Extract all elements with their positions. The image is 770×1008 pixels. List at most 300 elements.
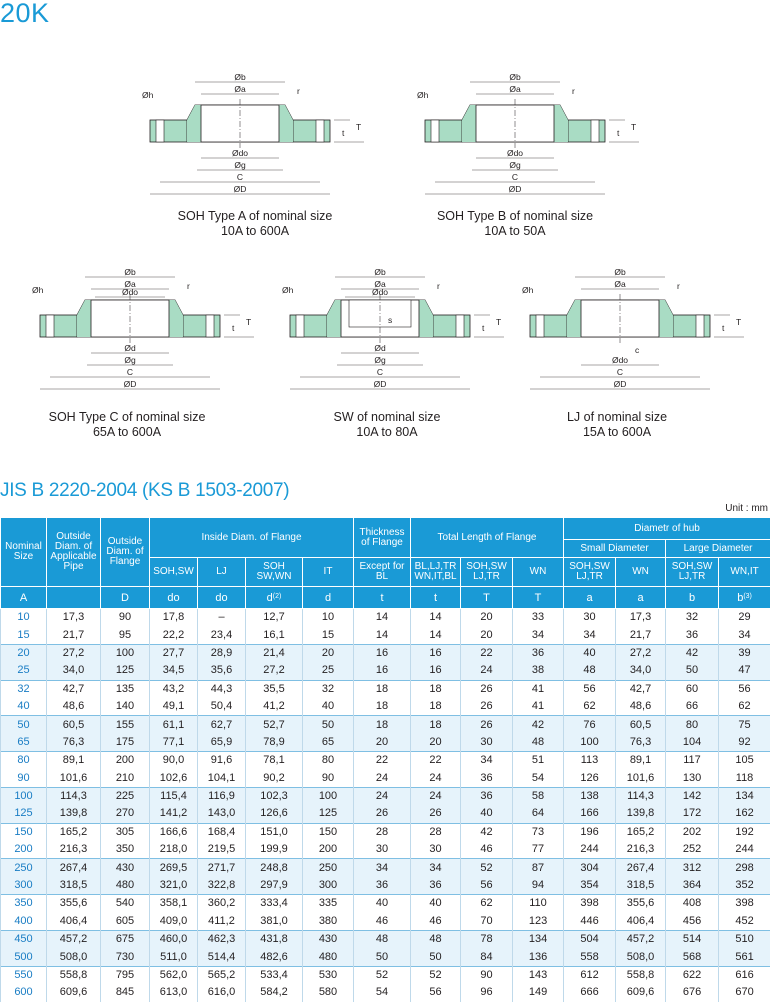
table-cell: 350: [101, 841, 150, 859]
header-small-diameter: Small Diameter: [564, 540, 666, 558]
table-cell: 15: [303, 626, 354, 644]
table-cell: 36: [461, 770, 513, 788]
table-cell: 480: [101, 877, 150, 895]
table-cell: 38: [513, 662, 564, 680]
header-bl-lj-tr: BL,LJ,TR WN,IT,BL: [411, 558, 461, 587]
table-cell: 29: [719, 609, 770, 627]
table-cell: 40: [354, 895, 411, 913]
hub-section-left: [77, 300, 91, 337]
flange-plate-right: [183, 315, 220, 337]
diagram-caption-soh-type-a: SOH Type A of nominal size 10A to 600A: [177, 209, 333, 238]
table-cell: 48: [564, 662, 616, 680]
label-c: C: [236, 172, 244, 182]
table-cell: 30: [354, 841, 411, 859]
table-cell: 113: [564, 752, 616, 770]
table-cell: 269,5: [150, 859, 198, 877]
label-t: t: [617, 128, 620, 138]
bolt-hole-left: [536, 315, 544, 337]
table-cell: 460,0: [150, 931, 198, 949]
table-cell: 34,5: [150, 662, 198, 680]
table-cell: 613,0: [150, 984, 198, 1001]
table-cell: 66: [666, 698, 719, 716]
nominal-size-cell: 32: [1, 680, 47, 698]
table-cell: 165,2: [47, 823, 101, 841]
label-od-small: Ød: [124, 343, 136, 353]
flange-plate-right: [433, 315, 470, 337]
label-ob: Øb: [509, 72, 521, 82]
symbol-cell: $d^{(2)}$: [246, 587, 303, 609]
table-cell: 24: [354, 787, 411, 805]
label-t: t: [722, 323, 725, 333]
nominal-size-cell: 15: [1, 626, 47, 644]
table-cell: 52: [411, 966, 461, 984]
table-cell: 135: [101, 680, 150, 698]
table-cell: 40: [303, 698, 354, 716]
table-cell: 49,1: [150, 698, 198, 716]
table-cell: 32: [303, 680, 354, 698]
table-row: [1, 966, 770, 984]
table-cell: 30: [411, 841, 461, 859]
table-cell: 139,8: [616, 805, 666, 823]
table-cell: 34,0: [616, 662, 666, 680]
label-T: T: [496, 317, 502, 327]
label-odo: Ødo: [611, 355, 629, 365]
hub-section-left: [567, 300, 581, 337]
table-cell: 514: [666, 931, 719, 949]
symbol-cell: do: [150, 587, 198, 609]
table-cell: 87: [513, 859, 564, 877]
table-cell: 355,6: [47, 895, 101, 913]
nominal-size-cell: 500: [1, 948, 47, 966]
table-cell: 46: [411, 913, 461, 931]
table-cell: 143,0: [198, 805, 246, 823]
table-row: [1, 734, 770, 752]
table-cell: 36: [354, 877, 411, 895]
table-cell: 406,4: [616, 913, 666, 931]
nominal-size-cell: 550: [1, 966, 47, 984]
table-cell: 335: [303, 895, 354, 913]
table-cell: 162: [719, 805, 770, 823]
table-cell: 244: [719, 841, 770, 859]
table-cell: 409,0: [150, 913, 198, 931]
table-cell: 25: [303, 662, 354, 680]
label-c: C: [376, 367, 384, 377]
table-cell: 511,0: [150, 948, 198, 966]
table-cell: 354: [564, 877, 616, 895]
table-cell: 22: [461, 644, 513, 662]
table-cell: 166,6: [150, 823, 198, 841]
table-cell: 78: [461, 931, 513, 949]
table-cell: 17,3: [47, 609, 101, 627]
table-cell: 480: [303, 948, 354, 966]
diagram-caption-sw: SW of nominal size 10A to 80A: [333, 410, 441, 439]
table-cell: 141,2: [150, 805, 198, 823]
table-cell: 380: [303, 913, 354, 931]
table-cell: 134: [513, 931, 564, 949]
table-cell: 114,3: [47, 787, 101, 805]
table-cell: 304: [564, 859, 616, 877]
label-og: Øg: [509, 160, 521, 170]
table-cell: 42: [666, 644, 719, 662]
symbol-cell: T: [513, 587, 564, 609]
flange-plate-left: [150, 120, 187, 142]
table-cell: 360,2: [198, 895, 246, 913]
nominal-size-cell: 250: [1, 859, 47, 877]
table-cell: 666: [564, 984, 616, 1001]
table-cell: 431,8: [246, 931, 303, 949]
label-c: C: [511, 172, 519, 182]
table-cell: 18: [354, 698, 411, 716]
table-cell: 267,4: [47, 859, 101, 877]
table-cell: 24: [411, 787, 461, 805]
label-od-small: Ød: [374, 343, 386, 353]
table-cell: 102,3: [246, 787, 303, 805]
table-cell: 91,6: [198, 752, 246, 770]
table-cell: 42: [461, 823, 513, 841]
label-oh: Øh: [417, 90, 429, 100]
table-cell: 22,2: [150, 626, 198, 644]
symbol-cell: t: [411, 587, 461, 609]
table-cell: 26: [461, 698, 513, 716]
table-cell: 95: [101, 626, 150, 644]
label-od: ØD: [613, 379, 627, 389]
label-r: r: [572, 86, 575, 96]
table-cell: 446: [564, 913, 616, 931]
table-cell: 126: [564, 770, 616, 788]
flange-plate-right: [293, 120, 330, 142]
table-cell: 18: [354, 716, 411, 734]
table-cell: 17,3: [616, 609, 666, 627]
table-cell: 271,7: [198, 859, 246, 877]
bolt-hole-right: [206, 315, 214, 337]
table-cell: 28: [411, 823, 461, 841]
table-cell: 20: [303, 644, 354, 662]
table-cell: 562,0: [150, 966, 198, 984]
table-cell: 20: [461, 609, 513, 627]
bolt-hole-right: [696, 315, 704, 337]
table-cell: 89,1: [47, 752, 101, 770]
table-cell: 26: [461, 716, 513, 734]
table-cell: 18: [411, 680, 461, 698]
bolt-hole-left: [46, 315, 54, 337]
table-cell: 23,4: [198, 626, 246, 644]
flange-drawing: [140, 70, 370, 210]
label-t: t: [342, 128, 345, 138]
table-cell: 297,9: [246, 877, 303, 895]
table-row: [1, 662, 770, 680]
table-cell: 568: [666, 948, 719, 966]
table-cell: 30: [461, 734, 513, 752]
header-soh-sw-wn: SOH SW,WN: [246, 558, 303, 587]
label-s: s: [388, 315, 393, 325]
table-cell: 14: [354, 609, 411, 627]
label-oa: Øa: [509, 84, 521, 94]
label-T: T: [356, 122, 362, 132]
table-cell: 41: [513, 680, 564, 698]
header-inside-diam: Inside Diam. of Flange: [150, 518, 354, 558]
table-cell: 102,6: [150, 770, 198, 788]
table-row: [1, 787, 770, 805]
table-cell: 36: [461, 787, 513, 805]
table-cell: 22: [354, 752, 411, 770]
table-cell: 104: [666, 734, 719, 752]
table-cell: 24: [461, 662, 513, 680]
header-wn-it: WN,IT: [719, 558, 770, 587]
table-row: [1, 841, 770, 859]
table-cell: 244: [564, 841, 616, 859]
table-cell: 411,2: [198, 913, 246, 931]
table-cell: 50: [354, 948, 411, 966]
label-T: T: [246, 317, 252, 327]
nominal-size-cell: 90: [1, 770, 47, 788]
table-cell: 52,7: [246, 716, 303, 734]
table-row: [1, 877, 770, 895]
flange-drawing: [415, 70, 645, 210]
table-cell: 62: [719, 698, 770, 716]
nominal-size-cell: 20: [1, 644, 47, 662]
label-oh: Øh: [142, 90, 154, 100]
table-cell: 452: [719, 913, 770, 931]
hub-section-right: [554, 105, 568, 142]
table-cell: 78,1: [246, 752, 303, 770]
header-nominal-size: Nominal Size: [1, 518, 47, 587]
label-oh: Øh: [522, 285, 534, 295]
nominal-size-cell: 450: [1, 931, 47, 949]
flange-drawing: [280, 265, 510, 405]
label-r: r: [187, 281, 190, 291]
table-cell: 540: [101, 895, 150, 913]
table-cell: 125: [101, 662, 150, 680]
table-cell: 104,1: [198, 770, 246, 788]
table-cell: 17,8: [150, 609, 198, 627]
table-row: [1, 680, 770, 698]
table-row: [1, 823, 770, 841]
table-cell: 52: [354, 966, 411, 984]
hub-section-right: [279, 105, 293, 142]
table-cell: 165,2: [616, 823, 666, 841]
label-t: t: [482, 323, 485, 333]
table-cell: 48: [513, 734, 564, 752]
table-cell: 92: [719, 734, 770, 752]
label-T: T: [736, 317, 742, 327]
nominal-size-cell: 50: [1, 716, 47, 734]
table-cell: 27,2: [616, 644, 666, 662]
table-cell: 168,4: [198, 823, 246, 841]
flange-plate-left: [40, 315, 77, 337]
table-cell: 34,0: [47, 662, 101, 680]
table-cell: 125: [303, 805, 354, 823]
label-r: r: [297, 86, 300, 96]
table-cell: 196: [564, 823, 616, 841]
nominal-size-cell: 10: [1, 609, 47, 627]
table-cell: 51: [513, 752, 564, 770]
nominal-size-cell: 80: [1, 752, 47, 770]
table-cell: 34: [513, 626, 564, 644]
flange-drawing: [520, 265, 750, 405]
table-cell: 130: [666, 770, 719, 788]
table-cell: 80: [666, 716, 719, 734]
table-cell: 36: [513, 644, 564, 662]
table-cell: 30: [564, 609, 616, 627]
label-oa: Øa: [124, 279, 136, 289]
flange-plate-left: [530, 315, 567, 337]
table-cell: 533,4: [246, 966, 303, 984]
table-cell: 50: [303, 716, 354, 734]
table-cell: 39: [719, 644, 770, 662]
table-cell: 40: [411, 895, 461, 913]
table-cell: 90: [461, 966, 513, 984]
nominal-size-cell: 200: [1, 841, 47, 859]
table-cell: 16,1: [246, 626, 303, 644]
table-cell: 36: [411, 877, 461, 895]
table-cell: 508,0: [616, 948, 666, 966]
nominal-size-cell: 125: [1, 805, 47, 823]
label-og: Øg: [124, 355, 136, 365]
table-cell: 100: [303, 787, 354, 805]
table-cell: 76: [564, 716, 616, 734]
label-c: C: [616, 367, 624, 377]
table-cell: 76,3: [616, 734, 666, 752]
table-cell: 457,2: [47, 931, 101, 949]
table-cell: 48: [411, 931, 461, 949]
table-cell: 43,2: [150, 680, 198, 698]
table-cell: 482,6: [246, 948, 303, 966]
symbol-cell: t: [354, 587, 411, 609]
table-cell: 322,8: [198, 877, 246, 895]
table-cell: 150: [303, 823, 354, 841]
table-cell: 252: [666, 841, 719, 859]
symbol-cell: a: [616, 587, 666, 609]
table-cell: 64: [513, 805, 564, 823]
table-cell: 20: [461, 626, 513, 644]
table-cell: 56: [719, 680, 770, 698]
table-cell: 10: [303, 609, 354, 627]
table-cell: 26: [411, 805, 461, 823]
table-cell: 100: [564, 734, 616, 752]
table-cell: 44,3: [198, 680, 246, 698]
header-large-diameter: Large Diameter: [666, 540, 770, 558]
label-ob: Øb: [614, 267, 626, 277]
table-cell: 77,1: [150, 734, 198, 752]
table-cell: 845: [101, 984, 150, 1001]
table-cell: 462,3: [198, 931, 246, 949]
table-cell: 35,6: [198, 662, 246, 680]
table-cell: –: [198, 609, 246, 627]
table-cell: 730: [101, 948, 150, 966]
table-cell: 795: [101, 966, 150, 984]
label-oa: Øa: [374, 279, 386, 289]
table-cell: 20: [354, 734, 411, 752]
table-cell: 101,6: [616, 770, 666, 788]
table-cell: 56: [411, 984, 461, 1001]
table-cell: 117: [666, 752, 719, 770]
table-cell: 16: [354, 662, 411, 680]
table-cell: 151,0: [246, 823, 303, 841]
table-cell: 210: [101, 770, 150, 788]
table-cell: 16: [411, 662, 461, 680]
table-cell: 20: [411, 734, 461, 752]
table-cell: 216,3: [616, 841, 666, 859]
table-cell: 430: [303, 931, 354, 949]
diagram-lj: [520, 265, 750, 405]
table-cell: 456: [666, 913, 719, 931]
label-od: ØD: [233, 184, 247, 194]
table-cell: 580: [303, 984, 354, 1001]
table-cell: 118: [719, 770, 770, 788]
table-cell: 28: [354, 823, 411, 841]
table-cell: 172: [666, 805, 719, 823]
table-cell: 16: [354, 644, 411, 662]
table-cell: 622: [666, 966, 719, 984]
table-row: [1, 805, 770, 823]
symbol-cell: $b^{(3)}$: [719, 587, 770, 609]
table-cell: 514,4: [198, 948, 246, 966]
table-cell: 202: [666, 823, 719, 841]
table-cell: 42,7: [616, 680, 666, 698]
header-soh-sw: SOH,SW: [150, 558, 198, 587]
table-cell: 561: [719, 948, 770, 966]
label-oh: Øh: [282, 285, 294, 295]
table-cell: 34: [354, 859, 411, 877]
label-ob: Øb: [124, 267, 136, 277]
label-od: ØD: [373, 379, 387, 389]
table-cell: 65,9: [198, 734, 246, 752]
header-outside-diam-pipe: Outside Diam. of Applicable Pipe: [47, 518, 101, 587]
table-cell: 18: [411, 698, 461, 716]
table-cell: 508,0: [47, 948, 101, 966]
table-cell: 61,1: [150, 716, 198, 734]
table-cell: 530: [303, 966, 354, 984]
table-cell: 33: [513, 609, 564, 627]
table-cell: 192: [719, 823, 770, 841]
symbol-cell: T: [461, 587, 513, 609]
table-row: [1, 895, 770, 913]
table-cell: 200: [303, 841, 354, 859]
table-cell: 52: [461, 859, 513, 877]
table-cell: 219,5: [198, 841, 246, 859]
table-cell: 398: [564, 895, 616, 913]
table-cell: 105: [719, 752, 770, 770]
table-cell: 21,4: [246, 644, 303, 662]
table-cell: 41,2: [246, 698, 303, 716]
table-cell: 321,0: [150, 877, 198, 895]
table-cell: 60: [666, 680, 719, 698]
table-cell: 77: [513, 841, 564, 859]
symbol-cell: do: [198, 587, 246, 609]
table-cell: 270: [101, 805, 150, 823]
table-cell: 457,2: [616, 931, 666, 949]
table-cell: 139,8: [47, 805, 101, 823]
table-cell: 408: [666, 895, 719, 913]
table-cell: 333,4: [246, 895, 303, 913]
table-cell: 60,5: [47, 716, 101, 734]
table-cell: 155: [101, 716, 150, 734]
table-cell: 62,7: [198, 716, 246, 734]
label-odo: Ødo: [506, 148, 524, 158]
table-cell: 34: [719, 626, 770, 644]
nominal-size-cell: 400: [1, 913, 47, 931]
table-cell: 116,9: [198, 787, 246, 805]
table-cell: 65: [303, 734, 354, 752]
label-oa: Øa: [614, 279, 626, 289]
label-og: Øg: [234, 160, 246, 170]
hub-section-left: [187, 105, 201, 142]
table-row: [1, 948, 770, 966]
standard-title: JIS B 2220-2004 (KS B 1503-2007): [0, 480, 290, 501]
table-cell: 24: [354, 770, 411, 788]
table-cell: 42: [513, 716, 564, 734]
table-cell: 676: [666, 984, 719, 1001]
